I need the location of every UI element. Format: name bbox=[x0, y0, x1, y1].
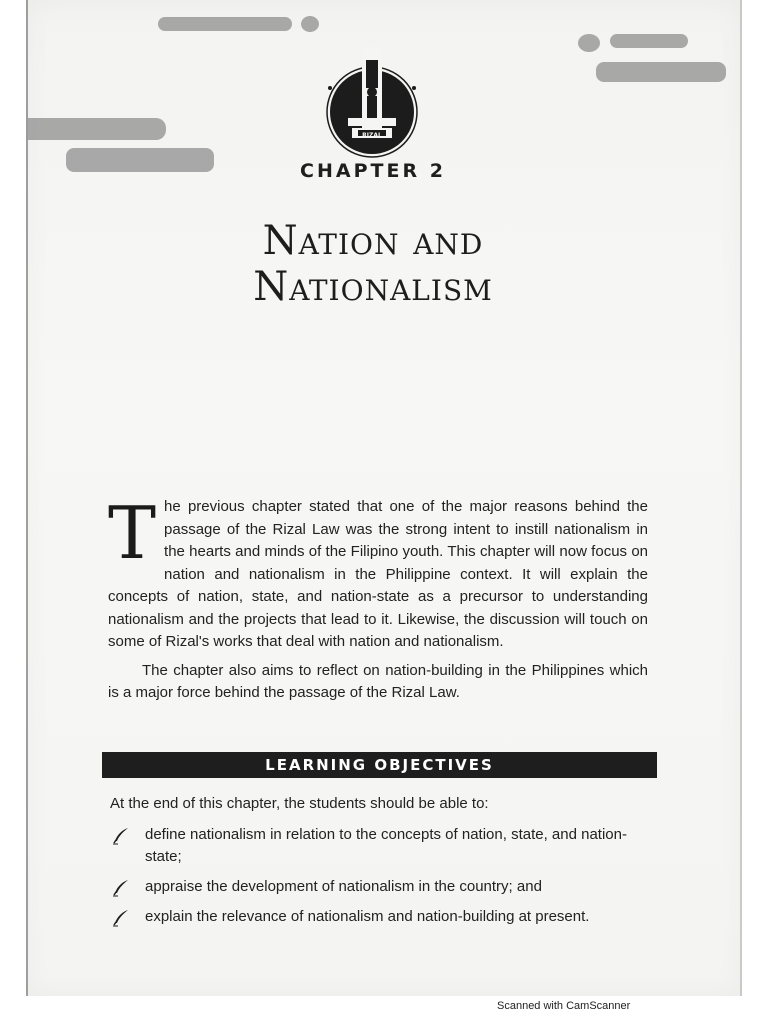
intro-paragraph-2: The chapter also aims to reflect on nation-building in the Philippines which is a major force behind the passage of the Rizal Law. bbox=[108, 661, 648, 701]
drop-cap: T bbox=[108, 491, 157, 575]
chapter-title-line-2: Nationalism bbox=[253, 264, 493, 310]
decor-bar-right-2 bbox=[596, 62, 726, 82]
learning-objectives-heading: LEARNING OBJECTIVES bbox=[102, 752, 657, 778]
decor-dot-right bbox=[578, 34, 600, 52]
intro-paragraph-1-text: he previous chapter stated that one of the major reasons behind the passage of the Rizal Law was the strong intent to instill nationalism in the hearts and minds of the Filipino youth. This chapter will now focus on nation and nationalism in the Philippine context. It will explain the concepts of nation, state, and nation-state as a precursor to understanding nationalism and the projects that lead to it. Likewise, the discussion will touch on some of Rizal's works that deal with nation and nationalism. bbox=[108, 498, 648, 650]
emblem-label: RIZAL bbox=[362, 132, 382, 139]
intro-paragraph-1 bbox=[108, 491, 648, 654]
decor-bar-top bbox=[158, 17, 292, 31]
chapter-label: CHAPTER 2 bbox=[300, 160, 446, 182]
intro-text bbox=[108, 491, 648, 705]
scanner-watermark: Scanned with CamScanner bbox=[497, 1000, 631, 1012]
quill-pen-icon bbox=[112, 909, 130, 927]
objective-text: define nationalism in relation to the concepts of nation, state, and nation-state; bbox=[145, 826, 627, 865]
objectives-lead-in: At the end of this chapter, the students should be able to: bbox=[110, 795, 489, 812]
objective-text: appraise the development of nationalism in the country; and bbox=[145, 878, 542, 895]
paper-right-edge bbox=[740, 0, 742, 996]
decor-bar-left-1 bbox=[26, 118, 166, 140]
decor-dot-top bbox=[301, 16, 319, 32]
chapter-title-line-1: Nation and bbox=[262, 218, 484, 264]
quill-pen-icon bbox=[112, 827, 130, 845]
quill-pen-icon bbox=[112, 879, 130, 897]
decor-bar-right-1 bbox=[610, 34, 688, 48]
objective-item bbox=[112, 876, 652, 898]
rizal-monument-emblem-icon bbox=[322, 46, 422, 158]
objective-item bbox=[112, 906, 652, 928]
paper-left-edge bbox=[26, 0, 28, 996]
objective-item bbox=[112, 824, 652, 868]
objective-text: explain the relevance of nationalism and nation-building at present. bbox=[145, 908, 590, 925]
chapter-title bbox=[0, 218, 746, 310]
